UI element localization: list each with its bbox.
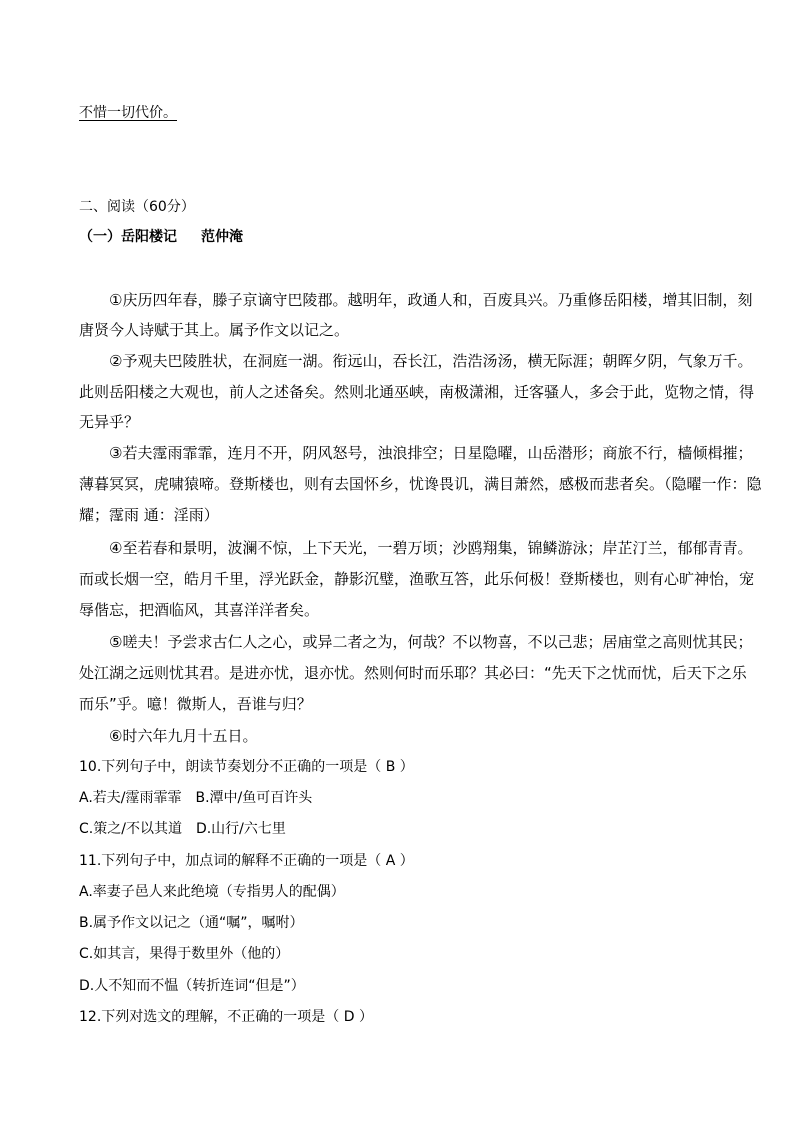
passage-line: ②予观夫巴陵胜状，在洞庭一湖。衔远山，吞长江，浩浩汤汤，横无际涯；朝晖夕阴，气象万千。 — [109, 352, 753, 370]
passage-line: 处江湖之远则忧其君。是进亦忧，退亦忧。然则何时而乐耶？其必曰：“先天下之忧而忧，后天下之乐 — [79, 664, 747, 682]
question-10-option-d: D.山行/六七里 — [195, 821, 286, 837]
question-10-option-c: C.策之/不以其道 — [79, 821, 182, 837]
passage-line: ④至若春和景明，波澜不惊，上下天光，一碧万顷；沙鸥翔集，锦鳞游泳；岸芷汀兰，郁郁青青。 — [109, 539, 753, 557]
passage-line: 无异乎？ — [79, 413, 140, 431]
question-11-option-d: D.人不知而不愠（转折连词“但是”） — [79, 978, 305, 994]
passage-line: 而或长烟一空，皓月千里，浮光跃金，静影沉璧，渔歌互答，此乐何极！登斯楼也，则有心旷神怡，宠 — [79, 570, 755, 588]
passage-line: ⑥时六年九月十五日。 — [109, 727, 258, 745]
question-12-stem: 12.下列对选文的理解，不正确的一项是（ D ） — [79, 1009, 373, 1025]
passage-line: 唐贤今人诗赋于其上。属予作文以记之。 — [79, 321, 350, 339]
passage-line: 此则岳阳楼之大观也，前人之述备矣。然则北通巫峡，南极潇湘，迁客骚人，多会于此，览物之情，得 — [79, 383, 755, 401]
question-11-option-c: C.如其言，果得于数里外（他的） — [79, 946, 290, 962]
sub-author: 范仲淹 — [201, 229, 243, 245]
passage-line: 耀；霪雨 通：淫雨） — [79, 506, 219, 524]
question-10-options-ab — [79, 789, 312, 807]
passage-line: ⑤嗟夫！予尝求古仁人之心，或异二者之为，何哉？不以物喜，不以己悲；居庙堂之高则忧其民； — [109, 633, 753, 651]
sub-title: （一）岳阳楼记 — [79, 229, 177, 245]
section-title: 二、阅读（60分） — [79, 199, 195, 215]
question-11-stem: 11.下列句子中，加点词的解释不正确的一项是（ A ） — [79, 853, 414, 869]
question-11-option-a: A.率妻子邑人来此绝境（专指男人的配偶） — [79, 884, 345, 900]
passage-line: 薄暮冥冥，虎啸猿啼。登斯楼也，则有去国怀乡，忧谗畏讥，满目萧然，感极而悲者矣。（隐曜一作：隐 — [79, 475, 762, 493]
passage-line: ③若夫霪雨霏霏，连月不开，阴风怒号，浊浪排空；日星隐曜，山岳潜形；商旅不行，樯倾楫摧； — [109, 444, 753, 462]
question-11-option-b: B.属予作文以记之（通“嘱”，嘱咐） — [79, 915, 304, 931]
question-10-options-cd — [79, 820, 286, 838]
question-10-stem: 10.下列句子中，朗读节奏划分不正确的一项是（ B ） — [79, 759, 414, 775]
passage-line: 辱偕忘，把酒临风，其喜洋洋者矣。 — [79, 601, 320, 619]
question-10-option-a: A.若夫/霪雨霏霏 — [79, 790, 182, 806]
passage-line: ①庆历四年春，滕子京谪守巴陵郡。越明年，政通人和，百废具兴。乃重修岳阳楼，增其旧制，刻 — [109, 291, 753, 309]
question-10-option-b: B.潭中/鱼可百许头 — [195, 790, 313, 806]
top-answer: 不惜一切代价。 — [79, 105, 177, 121]
passage-line: 而乐”乎。噫！微斯人，吾谁与归？ — [79, 695, 312, 713]
sub-title-line — [79, 228, 243, 246]
